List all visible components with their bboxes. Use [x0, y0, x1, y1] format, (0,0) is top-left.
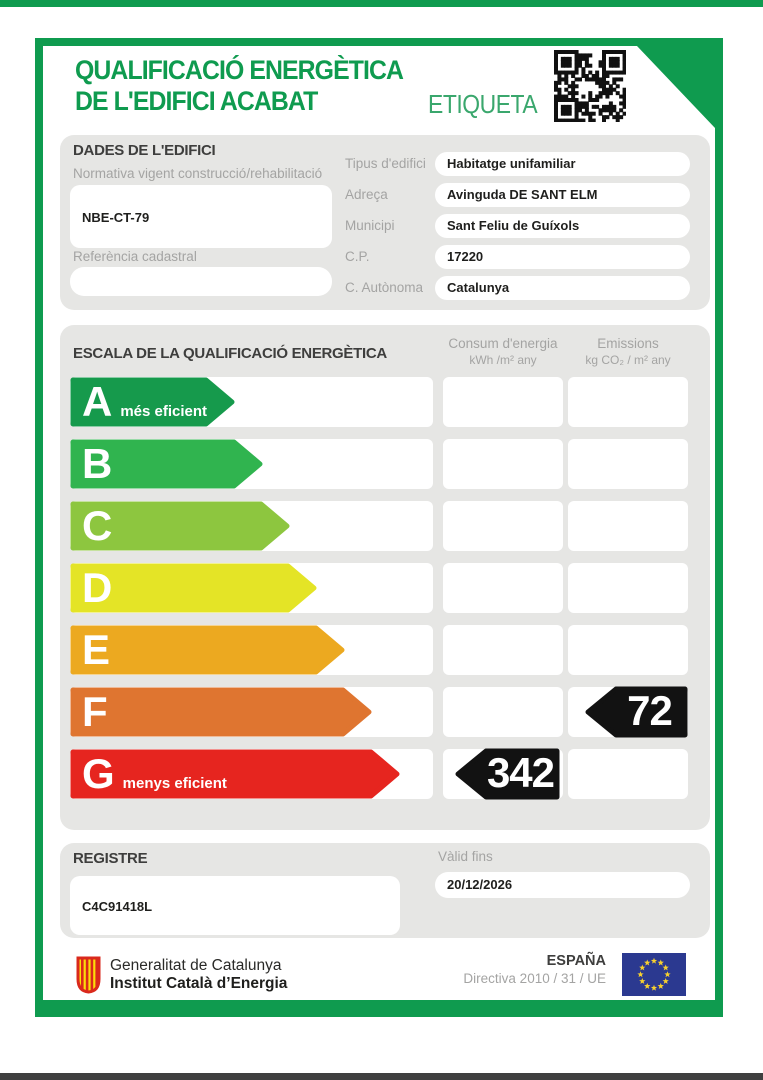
- normativa-value: NBE-CT-79: [82, 210, 150, 225]
- scale-row-B: [60, 439, 710, 489]
- generalitat-line2: Institut Català d’Energia: [110, 975, 288, 992]
- top-green-strip: [0, 0, 763, 7]
- scale-row-A: [60, 377, 710, 427]
- emissions-cell-G: [568, 749, 688, 799]
- scale-row-C: [60, 501, 710, 551]
- consum-value-text: 342: [486, 749, 555, 796]
- emissions-value-badge: [585, 686, 688, 738]
- cp-label: C.P.: [345, 249, 370, 264]
- generalitat-logo: [75, 956, 102, 999]
- tipus-edifici-label: Tipus d'edifici: [345, 156, 426, 171]
- consum-cell-E: [443, 625, 563, 675]
- tipus-edifici-value: Habitatge unifamiliar: [435, 152, 690, 176]
- bottom-dark-strip: [0, 1073, 763, 1080]
- emissions-cell-C: [568, 501, 688, 551]
- adreca-value: Avinguda DE SANT ELM: [435, 183, 690, 207]
- energy-scale-title: ESCALA DE LA QUALIFICACIÓ ENERGÈTICA: [73, 345, 387, 362]
- rating-letter-C: C: [82, 502, 113, 549]
- valid-fins-label: Vàlid fins: [438, 849, 493, 864]
- senyera-shield-icon: [75, 956, 102, 994]
- normativa-label: Normativa vigent construcció/rehabilitació: [73, 166, 323, 181]
- emissions-cell-A: [568, 377, 688, 427]
- autonoma-value: Catalunya: [435, 276, 690, 300]
- building-data-panel: [60, 135, 710, 310]
- rating-label-G: [82, 749, 227, 799]
- consum-cell-D: [443, 563, 563, 613]
- municipi-label: Municipi: [345, 218, 395, 233]
- energy-scale-panel: [60, 325, 710, 830]
- page-title-line2: DE L'EDIFICI ACABAT: [75, 86, 318, 116]
- rating-letter-F: F: [82, 688, 108, 735]
- escala-rows-layer: [60, 325, 710, 830]
- valid-fins-value: 20/12/2026: [435, 872, 690, 898]
- rating-label-D: [82, 563, 112, 613]
- rating-label-C: [82, 501, 112, 551]
- rating-label-B: [82, 439, 112, 489]
- scale-row-E: [60, 625, 710, 675]
- eu-flag-icon: [622, 953, 686, 1001]
- page-title-line1: QUALIFICACIÓ ENERGÈTICA: [75, 55, 403, 85]
- emissions-cell-D: [568, 563, 688, 613]
- rating-label-F: [82, 687, 108, 737]
- rating-label-A: [82, 377, 207, 427]
- consum-cell-A: [443, 377, 563, 427]
- rating-sublabel-A: més eficient: [120, 403, 208, 420]
- rating-arrow-E: [70, 625, 345, 675]
- consum-cell-F: [443, 687, 563, 737]
- rating-arrow-F: [70, 687, 372, 737]
- registre-panel: [60, 843, 710, 938]
- emissions-cell-E: [568, 625, 688, 675]
- consum-header-unit: kWh /m² any: [469, 353, 537, 367]
- consum-cell-C: [443, 501, 563, 551]
- consum-header-title: Consum d'energia: [448, 336, 558, 351]
- registre-value: C4C91418L: [82, 899, 153, 914]
- emissions-cell-B: [568, 439, 688, 489]
- emissions-header-unit: kg CO₂ / m² any: [585, 353, 671, 367]
- emissions-value-text: 72: [627, 687, 672, 734]
- directiva-label: Directiva 2010 / 31 / UE: [463, 971, 606, 986]
- normativa-field: [70, 185, 332, 248]
- building-data-title: DADES DE L'EDIFICI: [73, 142, 216, 159]
- consum-value-badge: [455, 748, 560, 800]
- generalitat-line1: Generalitat de Catalunya: [110, 957, 282, 974]
- autonoma-label: C. Autònoma: [345, 280, 424, 295]
- qr-code: [554, 50, 626, 122]
- consum-cell-B: [443, 439, 563, 489]
- scale-row-G: [60, 749, 710, 799]
- rating-letter-G: G: [82, 750, 115, 797]
- adreca-label: Adreça: [345, 187, 388, 202]
- rating-label-E: [82, 625, 110, 675]
- municipi-value: Sant Feliu de Guíxols: [435, 214, 690, 238]
- espanya-label: ESPAÑA: [546, 953, 606, 969]
- registre-field: [70, 876, 400, 935]
- page-title: [75, 55, 403, 117]
- generalitat-text: [110, 957, 287, 993]
- referencia-label: Referència cadastral: [73, 249, 197, 264]
- scale-row-D: [60, 563, 710, 613]
- emissions-header-title: Emissions: [597, 336, 659, 351]
- rating-letter-B: B: [82, 440, 113, 487]
- referencia-field: [70, 267, 332, 296]
- rating-sublabel-G: menys eficient: [122, 775, 227, 792]
- rating-letter-D: D: [82, 564, 113, 611]
- cp-value: 17220: [435, 245, 690, 269]
- rating-letter-A: A: [82, 378, 113, 425]
- etiqueta-label: ETIQUETA: [428, 89, 538, 119]
- rating-letter-E: E: [82, 626, 111, 673]
- registre-title: REGISTRE: [73, 850, 148, 867]
